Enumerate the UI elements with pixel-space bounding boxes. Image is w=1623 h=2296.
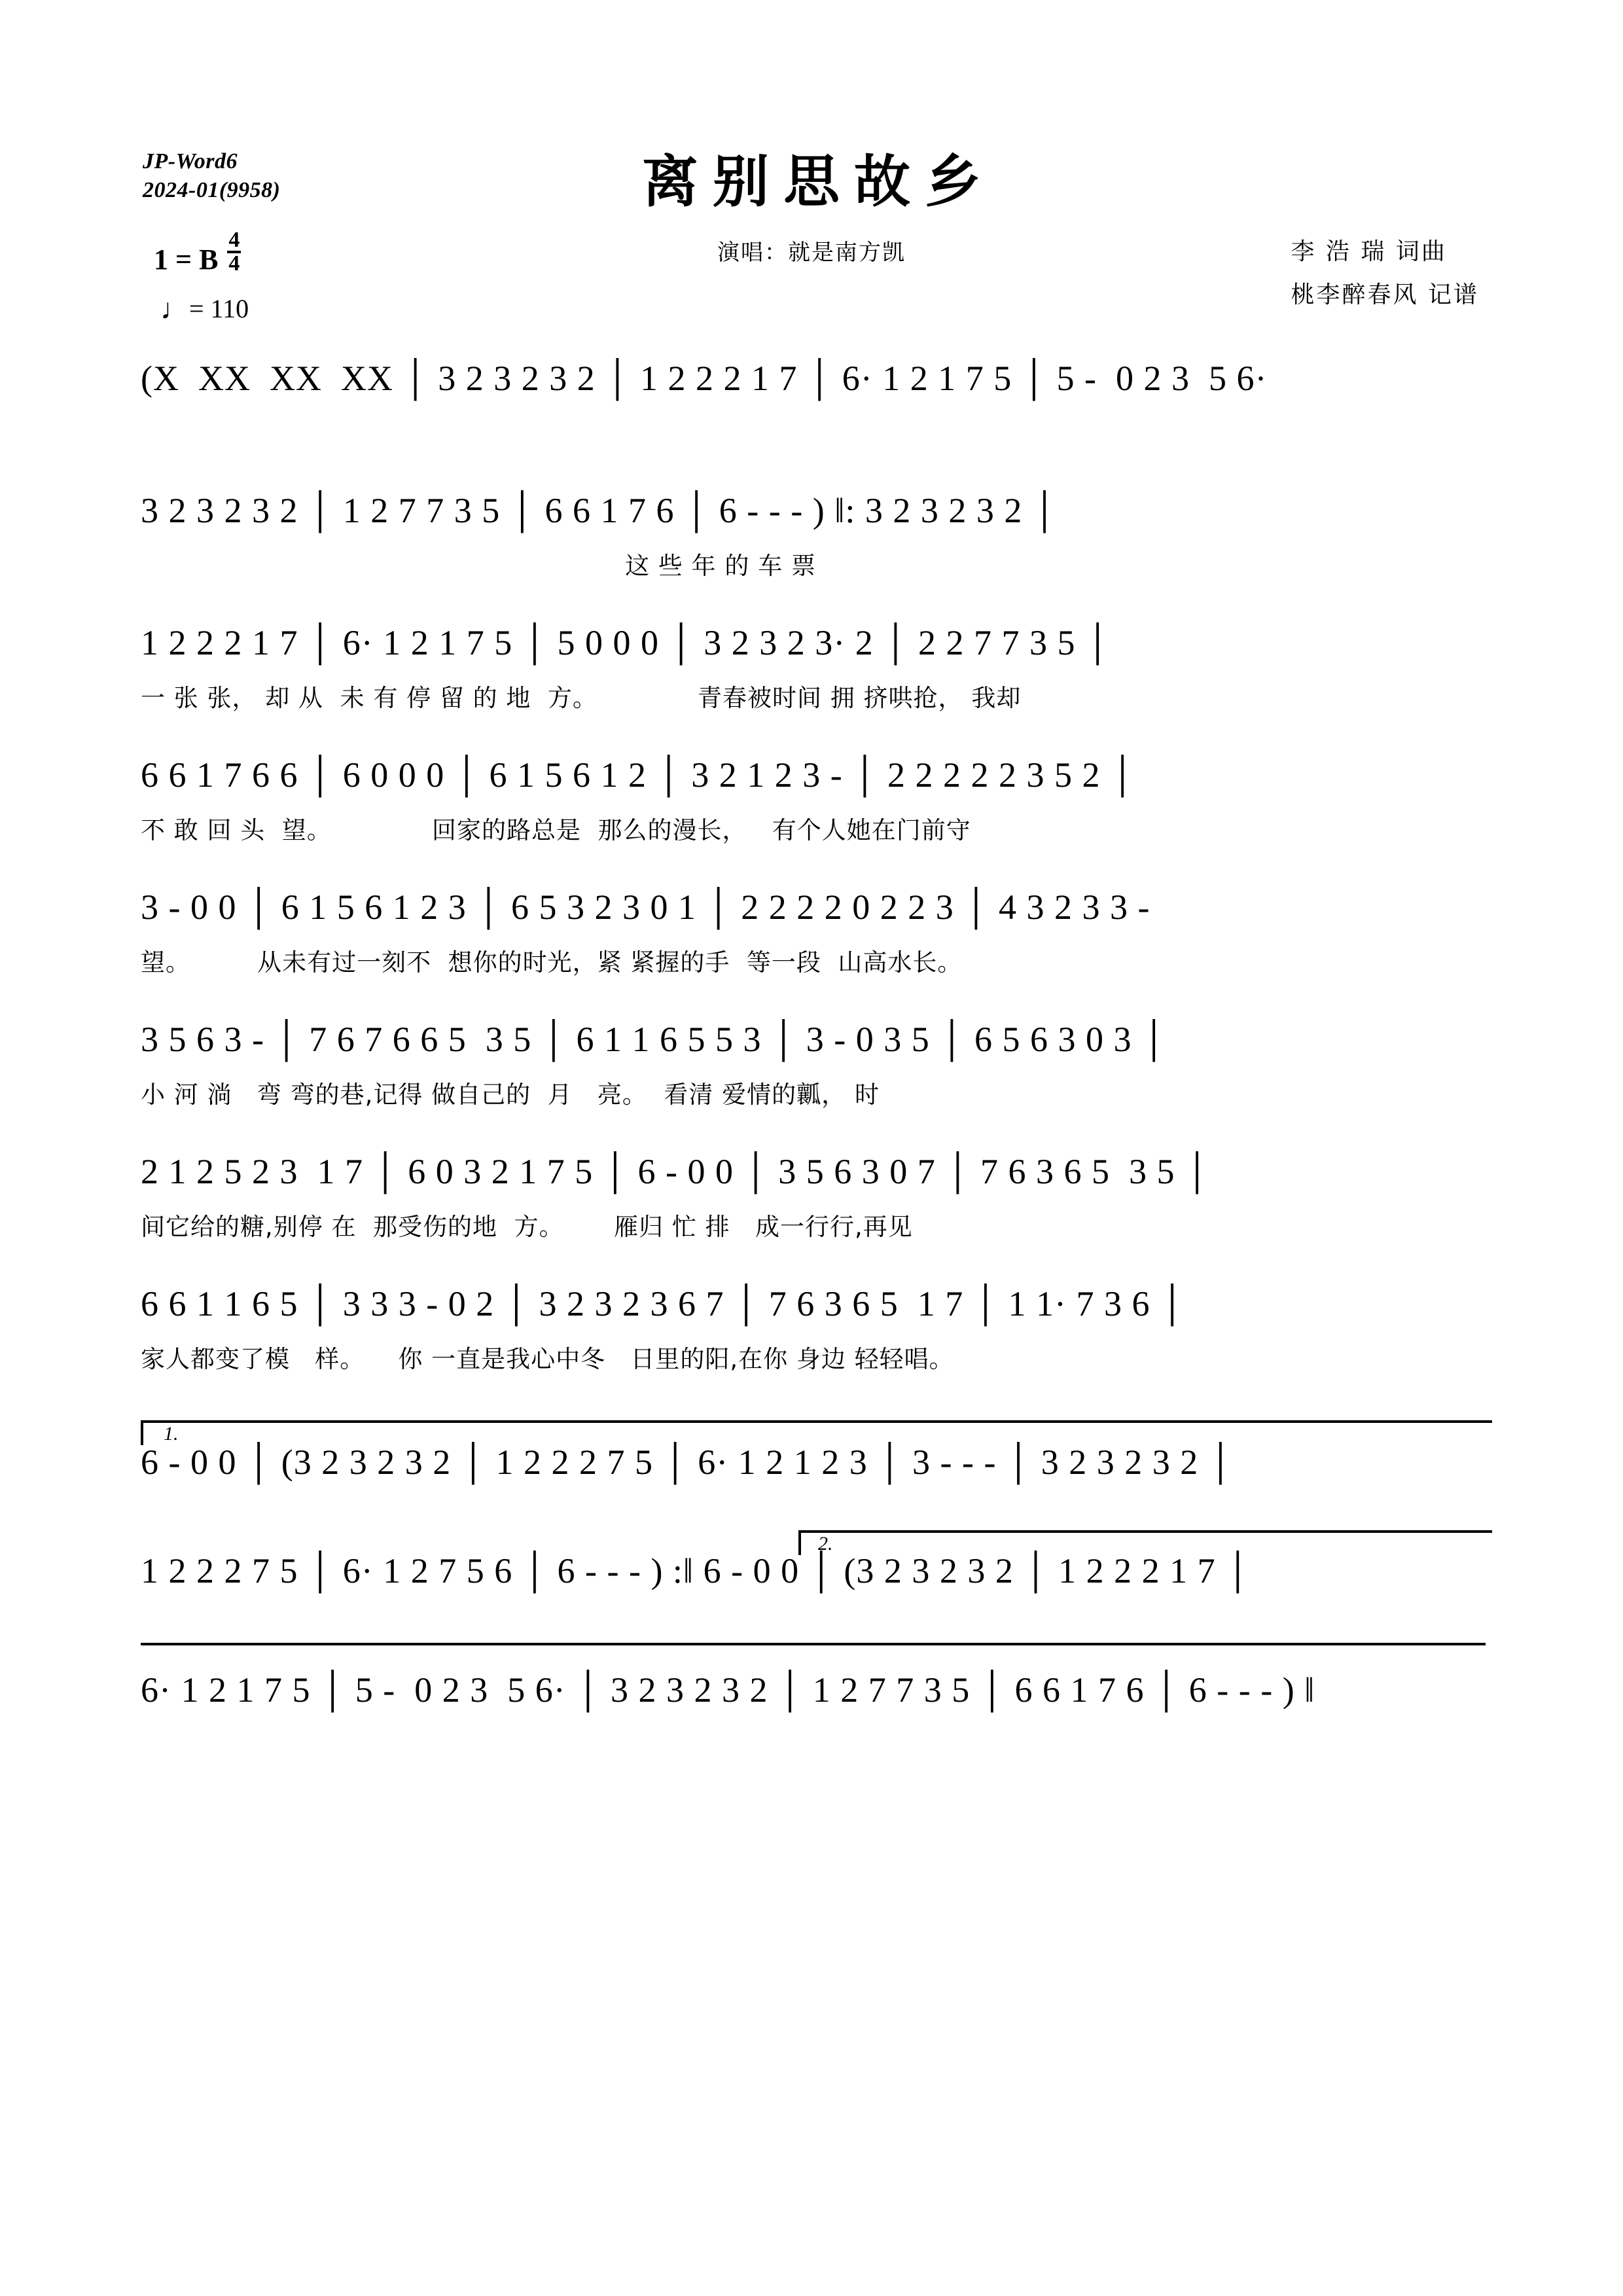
system-1 xyxy=(0,347,1623,458)
key-signature xyxy=(154,228,241,277)
doc-id-label: 2024-01(9958) xyxy=(143,178,281,202)
notes-line: 6· 1 2 1 7 5 │ 5 - 0 2 3 5 6· │ 3 2 3 2 3 2 │ 1 2 7 7 3 5 │ 6 6 1 7 6 │ 6 - - - ) ‖ xyxy=(141,1670,1315,1710)
tempo-marking xyxy=(160,291,249,325)
lyrics-line: 望。 从未有过一刻不 想你的时光，紧 紧握的手 等一段 山高水长。 xyxy=(141,948,963,977)
quarter-note-icon: ♩ xyxy=(160,293,189,325)
page-title: 离别思故乡 xyxy=(642,149,995,215)
volta-bracket-1 xyxy=(141,1420,1492,1445)
credit-lyrics: 李 浩 瑞 词曲 xyxy=(1291,238,1447,265)
notes-line: (X XX XX XX │ 3 2 3 2 3 2 │ 1 2 2 2 1 7 │ 6· 1 2 1 7 5 │ 5 - 0 2 3 5 6· xyxy=(141,359,1268,398)
volta-bracket-2 xyxy=(798,1530,1492,1555)
lyrics-line: 一 张 张， 却 从 未 有 停 留 的 地 方。 青春被时间 拥 挤哄抢， 我却 xyxy=(141,684,1022,712)
lyrics-line xyxy=(141,410,1492,458)
jp-word-label: JP-Word6 xyxy=(143,149,238,173)
score-systems xyxy=(0,347,1623,1758)
system-7 xyxy=(0,1140,1623,1251)
credit-score: 桃李醉春风 记谱 xyxy=(1291,281,1479,308)
lyrics-line: 不 敢 回 头 望。 回家的路总是 那么的漫长， 有个人她在门前守 xyxy=(141,816,971,844)
notes-line: 3 - 0 0 │ 6 1 5 6 1 2 3 │ 6 5 3 2 3 0 1 │ 2 2 2 2 0 2 2 3 │ 4 3 2 3 3 - xyxy=(141,888,1150,927)
lyrics-line: 小 河 淌 弯 弯的巷,记得 做自己的 月 亮。 看清 爱情的瓤， 时 xyxy=(141,1081,880,1109)
notes-line: 2 1 2 5 2 3 1 7 │ 6 0 3 2 1 7 5 │ 6 - 0 0 │ 3 5 6 3 0 7 │ 7 6 3 6 5 3 5 │ xyxy=(141,1152,1211,1191)
credits xyxy=(1291,230,1479,317)
system-10 xyxy=(0,1530,1623,1618)
system-9 xyxy=(0,1405,1623,1509)
notes-line: 6 6 1 1 6 5 │ 3 3 3 - 0 2 │ 3 2 3 2 3 6 7 │ 7 6 3 6 5 1 7 │ 1 1· 7 3 6 │ xyxy=(141,1284,1186,1323)
notes-line: 3 2 3 2 3 2 │ 1 2 7 7 3 5 │ 6 6 1 7 6 │ 6 - - - ) ‖: 3 2 3 2 3 2 │ xyxy=(141,491,1058,530)
system-11 xyxy=(0,1639,1623,1737)
notes-line: 1 2 2 2 1 7 │ 6· 1 2 1 7 5 │ 5 0 0 0 │ 3 2 3 2 3· 2 │ 2 2 7 7 3 5 │ xyxy=(141,623,1111,662)
lyrics-line: 间它给的糖,别停 在 那受伤的地 方。 雁归 忙 排 成一行行,再见 xyxy=(141,1213,913,1241)
volta-number-1: 1. xyxy=(164,1423,179,1444)
time-sig-numerator: 4 xyxy=(228,228,240,252)
system-8 xyxy=(0,1272,1623,1384)
notes-line: 1 2 2 2 7 5 │ 6· 1 2 7 5 6 │ 6 - - - ) :‖ 6 - 0 0 │ (3 2 3 2 3 2 │ 1 2 2 2 1 7 │ xyxy=(141,1551,1251,1590)
lyrics-line: 这 些 年 的 车 票 xyxy=(141,552,816,580)
system-5 xyxy=(0,876,1623,987)
time-sig-denominator: 4 xyxy=(228,251,240,276)
tempo-value: = 110 xyxy=(189,294,249,323)
notes-line: 6 - 0 0 │ (3 2 3 2 3 2 │ 1 2 2 2 7 5 │ 6· 1 2 1 2 3 │ 3 - - - │ 3 2 3 2 3 2 │ xyxy=(141,1443,1234,1482)
system-2 xyxy=(0,479,1623,590)
system-3 xyxy=(0,611,1623,723)
key-label: 1 = B xyxy=(154,243,219,276)
notes-line: 3 5 6 3 - │ 7 6 7 6 6 5 3 5 │ 6 1 1 6 5 5 3 │ 3 - 0 3 5 │ 6 5 6 3 0 3 │ xyxy=(141,1020,1168,1059)
system-4 xyxy=(0,744,1623,855)
time-signature xyxy=(227,230,241,274)
notes-line: 6 6 1 7 6 6 │ 6 0 0 0 │ 6 1 5 6 1 2 │ 3 2 1 2 3 - │ 2 2 2 2 2 3 5 2 │ xyxy=(141,755,1136,795)
system-6 xyxy=(0,1008,1623,1119)
final-bracket xyxy=(141,1643,1486,1668)
subtitle-performer: 演唱：就是南方凯 xyxy=(717,240,906,266)
lyrics-line: 家人都变了模 样。 你 一直是我心中冬 日里的阳,在你 身边 轻轻唱。 xyxy=(141,1345,954,1373)
volta-number-2: 2. xyxy=(818,1533,833,1554)
page-header xyxy=(0,0,1623,325)
